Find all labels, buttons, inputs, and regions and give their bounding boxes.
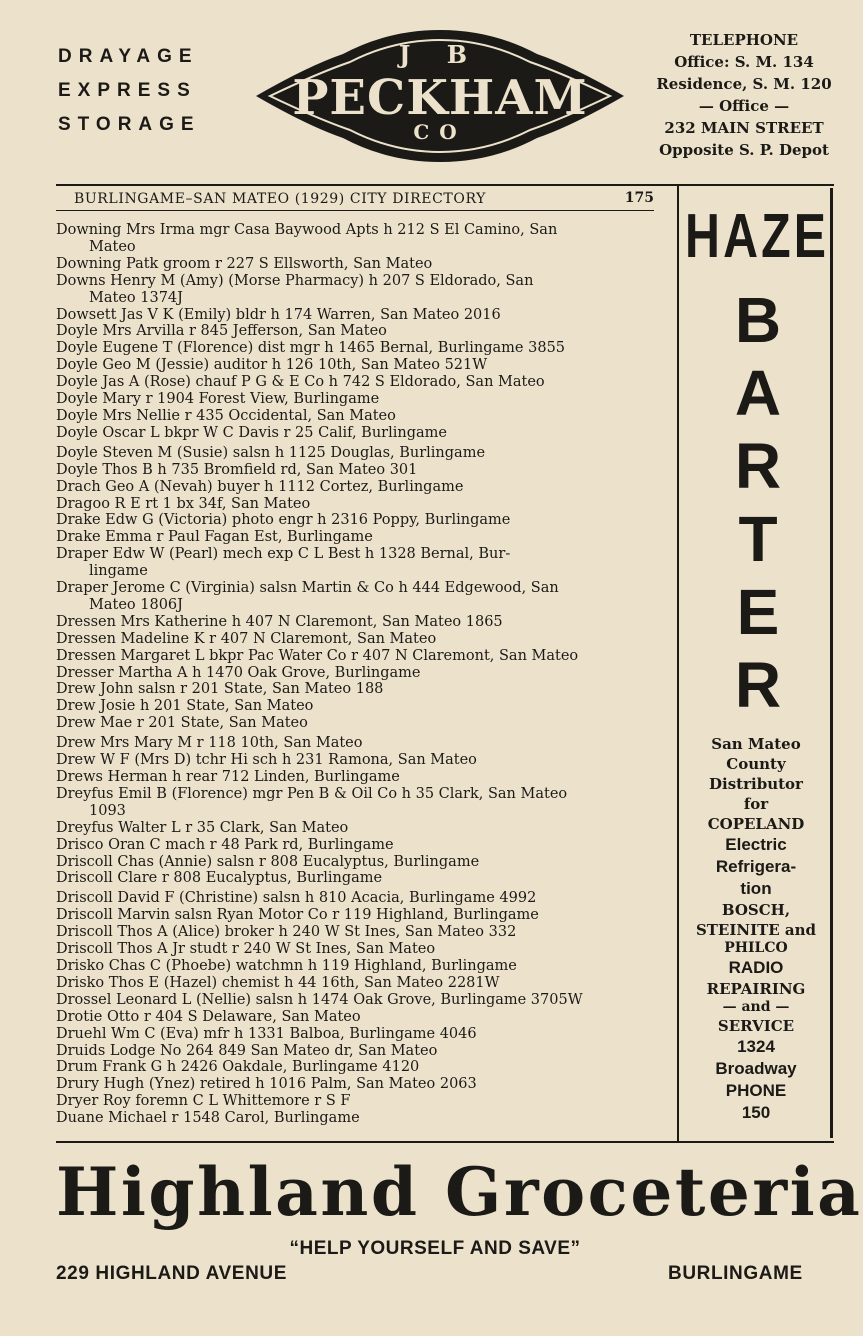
ad-line: San Mateo xyxy=(711,735,801,753)
entry-text: Drake Emma r Paul Fagan Est, Burlingame xyxy=(56,529,373,546)
directory-listings xyxy=(56,222,656,1127)
directory-entry xyxy=(56,479,656,496)
entry-text: Doyle Jas A (Rose) chauf P G & E Co h 742 S Eldorado, San Mateo xyxy=(56,374,545,391)
directory-entry xyxy=(56,992,656,1009)
ad-name-letter: E xyxy=(736,576,780,648)
entry-text: Drew John salsn r 201 State, San Mateo 188 xyxy=(56,681,384,698)
directory-entry xyxy=(56,357,656,374)
directory-entry xyxy=(56,975,656,992)
directory-entry xyxy=(56,340,656,357)
entry-text: Driscoll Thos A (Alice) broker h 240 W St Ines, San Mateo 332 xyxy=(56,924,517,941)
service-item: DRAYAGE xyxy=(58,46,199,67)
entry-text: Dragoo R E rt 1 bx 34f, San Mateo xyxy=(56,495,311,512)
directory-entry xyxy=(56,425,656,442)
entry-text: Druehl Wm C (Eva) mfr h 1331 Balboa, Burlingame 4046 xyxy=(56,1025,477,1042)
directory-entry xyxy=(56,1076,656,1093)
entry-text: Driscoll Thos A Jr studt r 240 W St Ines, San Mateo xyxy=(56,941,436,958)
page-number: 175 xyxy=(624,190,654,206)
entry-text: Dryer Roy foremn C L Whittemore r S F xyxy=(56,1093,351,1110)
directory-entry xyxy=(56,907,656,924)
directory-entry xyxy=(56,837,656,854)
entry-text: Drury Hugh (Ynez) retired h 1016 Palm, San Mateo 2063 xyxy=(56,1076,477,1093)
service-item: STORAGE xyxy=(58,114,201,135)
logo-suffix: CO xyxy=(413,120,467,144)
ad-line: COPELAND xyxy=(707,815,805,833)
entry-text: Downs Henry M (Amy) (Morse Pharmacy) h 207 S Eldorado, San xyxy=(56,272,534,289)
entry-continuation: Mateo xyxy=(89,238,136,255)
directory-entry xyxy=(56,512,656,529)
directory-entry xyxy=(56,323,656,340)
entry-text: Drisko Thos E (Hazel) chemist h 44 16th, San Mateo 2281W xyxy=(56,974,500,991)
directory-entry xyxy=(56,870,656,887)
office-landmark: Opposite S. P. Depot xyxy=(659,141,829,159)
entry-text: Dreyfus Walter L r 35 Clark, San Mateo xyxy=(56,819,349,836)
entry-text: Dreyfus Emil B (Florence) mgr Pen B & Oil Co h 35 Clark, San Mateo xyxy=(56,785,568,802)
directory-entry xyxy=(56,631,656,648)
directory-entry xyxy=(56,1110,656,1127)
entry-text: Druids Lodge No 264 849 San Mateo dr, San Mateo xyxy=(56,1042,438,1059)
entry-continuation: Mateo 1806J xyxy=(89,596,183,613)
ad-line: REPAIRING xyxy=(706,980,806,998)
directory-entry xyxy=(56,529,656,546)
directory-entry xyxy=(56,222,656,256)
ad-name-letters xyxy=(726,284,790,722)
ad-name-letter: R xyxy=(734,649,782,721)
grocery-slogan: “HELP YOURSELF AND SAVE” xyxy=(289,1238,581,1259)
directory-entry xyxy=(56,273,656,307)
ad-line: Refrigera- xyxy=(715,857,797,876)
directory-entry xyxy=(56,546,656,580)
entry-continuation: 1093 xyxy=(89,802,126,819)
ad-line: SERVICE xyxy=(717,1017,795,1035)
ad-line: Electric xyxy=(725,835,787,854)
directory-entry xyxy=(56,786,656,820)
entry-text: Doyle Geo M (Jessie) auditor h 126 10th, San Mateo 521W xyxy=(56,357,488,374)
directory-entry xyxy=(56,735,656,752)
entry-text: Driscoll Marvin salsn Ryan Motor Co r 119 Highland, Burlingame xyxy=(56,907,539,924)
entry-text: Dressen Mrs Katherine h 407 N Claremont, San Mateo 1865 xyxy=(56,613,503,630)
entry-text: Doyle Eugene T (Florence) dist mgr h 1465 Bernal, Burlingame 3855 xyxy=(56,340,566,357)
directory-entry xyxy=(56,374,656,391)
entry-text: Downing Patk groom r 227 S Ellsworth, San Mateo xyxy=(56,255,433,272)
ad-copy xyxy=(682,734,830,1124)
logo-name: PECKHAM xyxy=(292,70,588,126)
entry-text: Drotie Otto r 404 S Delaware, San Mateo xyxy=(56,1008,361,1025)
telephone-block xyxy=(644,29,844,161)
entry-text: Drake Edw G (Victoria) photo engr h 2316 Poppy, Burlingame xyxy=(56,512,511,529)
directory-entry xyxy=(56,1009,656,1026)
directory-entry xyxy=(56,1043,656,1060)
grocery-name: Highland Groceteria xyxy=(56,1153,863,1231)
ad-line: Distributor xyxy=(709,775,803,793)
ad-name-letter: R xyxy=(734,430,782,502)
directory-entry xyxy=(56,648,656,665)
entry-text: Driscoll David F (Christine) salsn h 810 Acacia, Burlingame 4992 xyxy=(56,890,537,907)
directory-entry xyxy=(56,924,656,941)
grocery-address: 229 HIGHLAND AVENUE xyxy=(56,1263,287,1284)
office-phone: Office: S. M. 134 xyxy=(674,53,814,71)
directory-entry xyxy=(56,1093,656,1110)
directory-entry xyxy=(56,820,656,837)
ad-line: tion xyxy=(740,879,772,898)
entry-text: Driscoll Chas (Annie) salsn r 808 Eucalyptus, Burlingame xyxy=(56,853,480,870)
ad-line: BOSCH, xyxy=(721,901,791,919)
entry-text: Doyle Thos B h 735 Bromfield rd, San Mateo 301 xyxy=(56,461,418,478)
ad-line: PHILCO xyxy=(724,940,788,956)
directory-entry xyxy=(56,941,656,958)
ad-name-letter: A xyxy=(734,357,782,429)
running-head: BURLINGAME–SAN MATEO (1929) CITY DIRECTORY xyxy=(74,191,486,207)
logo-initials: J B xyxy=(399,40,481,69)
entry-text: Drews Herman h rear 712 Linden, Burlingame xyxy=(56,769,400,785)
directory-entry xyxy=(56,958,656,975)
office-label: — Office — xyxy=(698,97,790,115)
entry-text: Drisko Chas C (Phoebe) watchmn h 119 Highland, Burlingame xyxy=(56,957,517,974)
entry-text: Dressen Margaret L bkpr Pac Water Co r 407 N Claremont, San Mateo xyxy=(56,647,579,664)
entry-text: Dowsett Jas V K (Emily) bldr h 174 Warren, San Mateo 2016 xyxy=(56,306,501,323)
directory-entry xyxy=(56,462,656,479)
directory-entry xyxy=(56,496,656,513)
directory-entry xyxy=(56,580,656,614)
directory-entry xyxy=(56,698,656,715)
entry-text: Downing Mrs Irma mgr Casa Baywood Apts h 212 S El Camino, San xyxy=(56,222,558,238)
directory-entry xyxy=(56,1026,656,1043)
peckham-logo xyxy=(248,26,632,166)
ad-line: PHONE xyxy=(725,1081,787,1100)
entry-text: Drew W F (Mrs D) tchr Hi sch h 231 Ramona, San Mateo xyxy=(56,752,477,769)
directory-entry xyxy=(56,854,656,871)
directory-entry xyxy=(56,256,656,273)
entry-text: Draper Jerome C (Virginia) salsn Martin & Co h 444 Edgewood, San xyxy=(56,580,559,597)
ad-line: STEINITE and xyxy=(695,921,817,939)
entry-text: Drum Frank G h 2426 Oakdale, Burlingame 4120 xyxy=(56,1059,420,1076)
entry-text: Dresser Martha A h 1470 Oak Grove, Burlingame xyxy=(56,664,421,681)
entry-text: Drew Josie h 201 State, San Mateo xyxy=(56,698,314,715)
directory-entry xyxy=(56,890,656,907)
directory-entry xyxy=(56,715,656,732)
service-item: EXPRESS xyxy=(58,80,197,101)
entry-text: Drew Mrs Mary M r 118 10th, San Mateo xyxy=(56,735,363,752)
ad-line: — and — xyxy=(722,999,790,1015)
directory-entry xyxy=(56,307,656,324)
directory-entry xyxy=(56,665,656,682)
entry-continuation: Mateo 1374J xyxy=(89,289,183,306)
directory-entry xyxy=(56,614,656,631)
directory-entry xyxy=(56,681,656,698)
entry-text: Driscoll Clare r 808 Eucalyptus, Burlingame xyxy=(56,870,383,887)
entry-text: Doyle Mrs Arvilla r 845 Jefferson, San Mateo xyxy=(56,323,387,340)
entry-text: Doyle Mary r 1904 Forest View, Burlingame xyxy=(56,391,380,408)
entry-text: Doyle Mrs Nellie r 435 Occidental, San Mateo xyxy=(56,407,396,424)
ad-line: RADIO xyxy=(728,958,784,977)
residence-phone: Residence, S. M. 120 xyxy=(656,75,832,93)
head-rule xyxy=(56,210,654,211)
entry-text: Dressen Madeline K r 407 N Claremont, San Mateo xyxy=(56,630,437,647)
bottom-rule xyxy=(56,1141,834,1143)
office-street: 232 MAIN STREET xyxy=(664,119,824,137)
telephone-heading: TELEPHONE xyxy=(689,31,799,49)
ad-line: for xyxy=(743,795,769,813)
directory-entry xyxy=(56,445,656,462)
directory-entry xyxy=(56,752,656,769)
entry-text: Drisco Oran C mach r 48 Park rd, Burlingame xyxy=(56,836,394,853)
ad-line: Broadway xyxy=(715,1059,797,1078)
ad-line: 1324 xyxy=(737,1037,775,1056)
directory-entry xyxy=(56,408,656,425)
directory-entry xyxy=(56,1059,656,1076)
services-list xyxy=(58,40,201,142)
grocery-city: BURLINGAME xyxy=(668,1263,803,1284)
entry-text: Doyle Steven M (Susie) salsn h 1125 Douglas, Burlingame xyxy=(56,444,486,461)
ad-line: 150 xyxy=(741,1103,771,1122)
ad-headline: HAZE xyxy=(685,202,830,271)
directory-entry xyxy=(56,769,656,786)
directory-entry xyxy=(56,391,656,408)
entry-text: Drach Geo A (Nevah) buyer h 1112 Cortez, Burlingame xyxy=(56,478,464,495)
ad-line: County xyxy=(726,755,786,773)
entry-continuation: lingame xyxy=(89,563,148,580)
entry-text: Doyle Oscar L bkpr W C Davis r 25 Calif, Burlingame xyxy=(56,424,447,441)
ad-name-letter: T xyxy=(738,503,778,575)
ad-name-letter: B xyxy=(734,284,782,356)
entry-text: Drossel Leonard L (Nellie) salsn h 1474 Oak Grove, Burlingame 3705W xyxy=(56,991,583,1008)
entry-text: Duane Michael r 1548 Carol, Burlingame xyxy=(56,1110,360,1127)
entry-text: Draper Edw W (Pearl) mech exp C L Best h 1328 Bernal, Bur- xyxy=(56,546,511,563)
entry-text: Drew Mae r 201 State, San Mateo xyxy=(56,715,308,732)
